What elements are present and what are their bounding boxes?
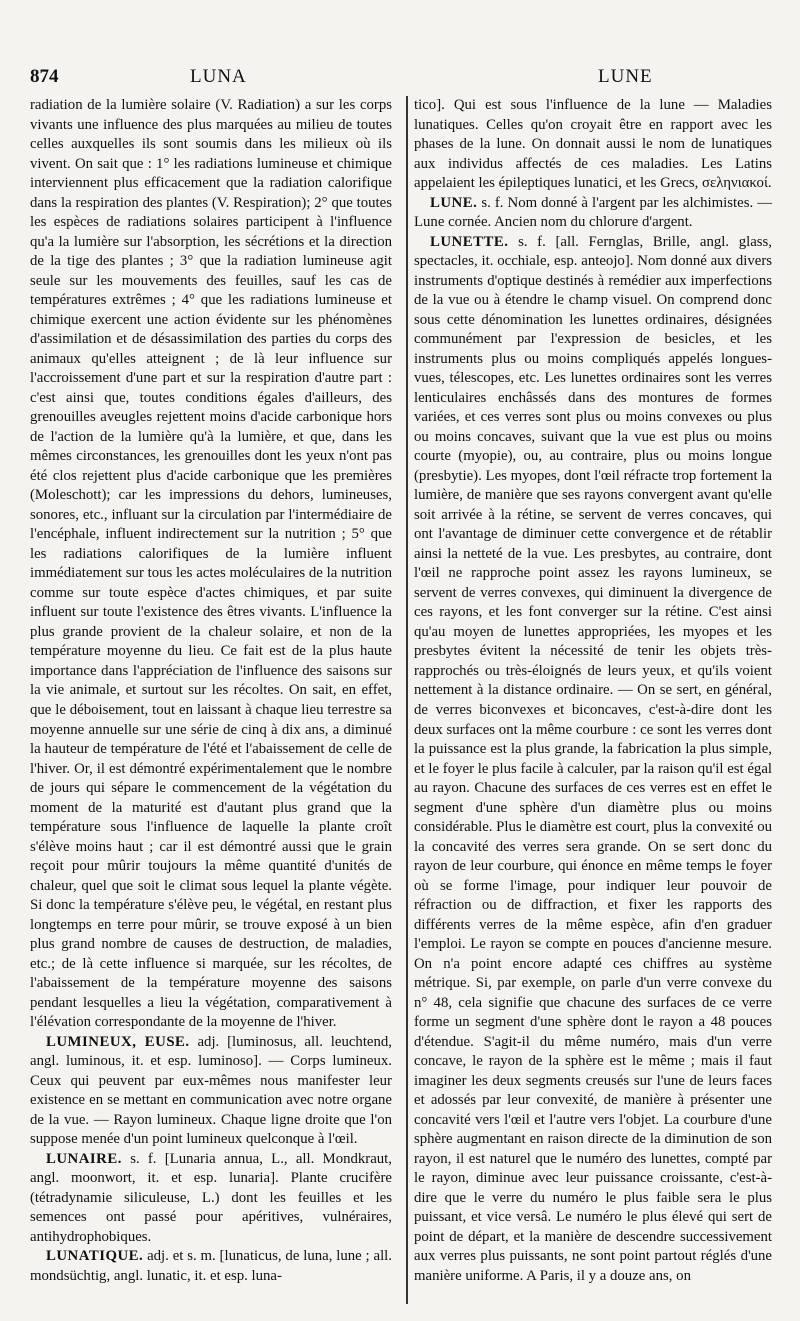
right-column [414, 96, 772, 1286]
entry-lumineux-text: adj. [luminosus, all. leuchtend, angl. luminous, it. et esp. luminoso]. — Corps lumineux. Ceux qui peuvent par eux-mêmes nous manifester leur existence en se mettant en communication avec notre organe de la vue. — Rayon lumineux. Chaque ligne droite que l'on suppose menée d'un point lumineux quelconque à l'œil. [30, 1033, 392, 1148]
column-divider [406, 96, 408, 1304]
right-running-head: LUNE [598, 66, 653, 87]
entry-lumineux [30, 1033, 392, 1150]
entry-lunette [414, 233, 772, 1287]
entry-lunatique-text: adj. et s. m. [lunaticus, de luna, lune ; all. mondsüchtig, angl. lunatic, it. et esp. luna- [30, 1248, 392, 1284]
headword-lune: LUNE. [430, 194, 478, 211]
headword-lunette: LUNETTE. [430, 233, 509, 250]
headword-lunatique: LUNATIQUE. [46, 1248, 144, 1265]
left-running-head: LUNA [190, 66, 247, 87]
entry-lunette-text: s. f. [all. Fernglas, Brille, angl. glass, spectacles, it. occhiale, esp. anteojo]. Nom donné aux divers instruments d'optique destinés à remédier aux imperfections de la vue ou à étendre le champ visuel. On comprend donc sous cette dénomination les lunettes ordinaires, désignées communément par l'expression de besicles, et les instruments plus ou moins compliqués appelés longues-vues, télescopes, etc. Les lunettes ordinaires sont les verres lenticulaires enchâssés dans des montures de formes variées, et ces verres sont plus ou moins convexes ou plus ou moins concaves, suivant que la vue est plus ou moins courte (myopie), ou, au contraire, plus ou moins longue (presbytie). Les myopes, dont l'œil réfracte trop fortement la lumière, de manière que ses rayons convergent avant qu'elle soit arrivée à la rétine, se servent de verres concaves, qui ont l'avantage de diminuer cette convergence et de rétablir ainsi la netteté de la vue. Les presbytes, au contraire, dont l'œil ne rapproche point assez les rayons lumineux, se servent de verres convexes, qui diminuent la divergence de ces rayons, et les font converger sur la rétine. C'est ainsi qu'au moyen de lunettes appropriées, les myopes et les presbytes évitent la nécessité de tenir les objets très-rapprochés ou très-éloignés de leurs yeux, et qu'ils voient nettement à la distance ordinaire. — On se sert, en général, de verres biconvexes et biconcaves, c'est-à-dire dont les deux surfaces ont la même courbure : ce sont les verres dont la puissance est la plus grande, la fabrication la plus simple, et le foyer le plus facile à calculer, par la raison qu'il est égal au rayon. Chacune des surfaces de ces verres est en effet le segment d'une sphère d'un diamètre plus ou moins considérable. Plus le diamètre est court, plus la convexité ou la concavité des verres sera grande. On se sert donc du rayon de leur courbure, qui énonce en même temps le foyer où se forme l'image, pour indiquer leur pouvoir de réfraction ou de diffraction, et fixer les rapports des différents verres de la même espèce, afin d'en graduer l'emploi. Le rayon se compte en pouces d'ancienne mesure. On n'a point encore adapté ces chiffres au système métrique. Si, par exemple, on parle d'un verre convexe du n° 48, cela signifie que chacune des surfaces de ce verre forme un segment d'une sphère dont le rayon a 48 pouces d'étendue. S'agit-il du même numéro, mais d'un verre concave, le rayon de la sphère est le même ; mais il faut imaginer les deux segments creusés sur l'une de leurs faces et adossés par leur convexité, de manière à présenter une concavité vers l'œil et l'autre vers l'objet. La courbure d'une sphère augmentant en raison directe de la diminution de son rayon, il est naturel que le numéro des lunettes, compté par le rayon, diminue avec leur puissance croissante, c'est-à-dire que le verre du numéro le plus faible sera le plus puissant, et vice versâ. Le numéro le plus élevé qui sert de point de départ, et la manière de descendre successivement aux verres plus puissants, ne sont point partout réglés d'une manière uniforme. A Paris, il y a douze ans, on [414, 233, 773, 1284]
entry-lunaire-text: s. f. [Lunaria annua, L., all. Mondkraut, angl. moonwort, it. et esp. lunaria]. Plante crucifère (tétradynamie siliculeuse, L.) dont les feuilles et les semences ont passé pour apéritives, vulnéraires, antihydrophobiques. [30, 1150, 392, 1245]
page-number: 874 [30, 66, 59, 87]
entry-lunaire [30, 1150, 392, 1248]
headword-lumineux: LUMINEUX, EUSE. [46, 1033, 190, 1050]
left-column [30, 96, 392, 1286]
entry-lunatique [30, 1247, 392, 1286]
page-header [0, 62, 800, 94]
entry-lune-text: s. f. Nom donné à l'argent par les alchimistes. — Lune cornée. Ancien nom du chlorure d'argent. [414, 194, 772, 231]
entry-lune [414, 194, 772, 233]
radiation-continuation: radiation de la lumière solaire (V. Radiation) a sur les corps vivants une influence des plus marquées au milieu de toutes celles auxquelles ils sont soumis dans les milieux où ils vivent. On sait que : 1° les radiations lumineuse et chimique interviennent plus efficacement que la radiation calorifique dans la respiration des plantes (V. Respiration); 2° que toutes les espèces de radiations solaires participent à l'influence qu'a la lumière sur l'absorption, les sécrétions et la direction de la tige des plantes ; 3° que la radiation lumineuse agit seule sur les mouvements des feuilles, sauf les cas de températures extrêmes ; 4° que les radiations lumineuse et chimique exercent une action évidente sur les phénomènes d'assimilation et de désassimilation des parties du corps des animaux qu'elles atteignent ; de là leur influence sur l'accroissement d'une part et sur la respiration d'autre part : c'est ainsi que, toutes conditions égales d'ailleurs, des grenouilles aveugles rejettent moins d'acide carbonique hors de l'action de la lumière qu'à la lumière, et que, dans les mêmes circonstances, les grenouilles dont les yeux n'ont pas été clos rejettent plus d'acide carbonique que les premières (Moleschott); car les impressions du dehors, lumineuses, sonores, etc., influant sur la circulation par l'intermédiaire de l'encéphale, influent indirectement sur la nutrition ; 5° que les radiations calorifiques de la lumière influent immédiatement sur tous les actes moléculaires de la nutrition comme sur toute espèce d'actes chimiques, et par suite influent sur toute l'existence des êtres vivants. L'influence la plus grande provient de la chaleur solaire, et non de la température moyenne du lieu. Ce fait est de la plus haute importance dans l'appréciation de l'influence des saisons sur la vie animale, et surtout sur les récoltes. On sait, en effet, que le déboisement, tout en laissant à chaque lieu terrestre sa moyenne annuelle sur une série de cinq à dix ans, a diminué la hauteur de température de l'été et l'abaissement de celle de l'hiver. Or, il est démontré expérimentalement que le nombre de jours qui sépare le commencement de la végétation du moment de la maturité est d'autant plus grand que la température sous l'influence de laquelle la plante croît s'élève moins haut ; car il est démontré aussi que le grain reçoit pour mûrir toujours la même quantité d'unités de chaleur, quel que soit le climat sous lequel la plante végète. Si donc la température s'élève peu, le végétal, en restant plus longtemps en terre pour mûrir, se trouve exposé à un bien plus grand nombre de causes de destruction, de maladies, etc.; de là cette influence si marquée, sur les récoltes, de l'abaissement de la température moyenne des saisons pendant lesquelles a lieu la végétation, comparativement à l'élévation correspondante de la moyenne de l'hiver. [30, 97, 392, 1031]
headword-lunaire: LUNAIRE. [46, 1150, 122, 1167]
lunatique-continuation: tico]. Qui est sous l'influence de la lune — Maladies lunatiques. Celles qu'on croyait être en rapport avec les phases de la lune. On donnait aussi le nom de lunatiques aux individus affectés de ces maladies. Les Latins appelaient les épileptiques lunatici, et les Grecs, σεληνιακοί. [414, 97, 772, 192]
